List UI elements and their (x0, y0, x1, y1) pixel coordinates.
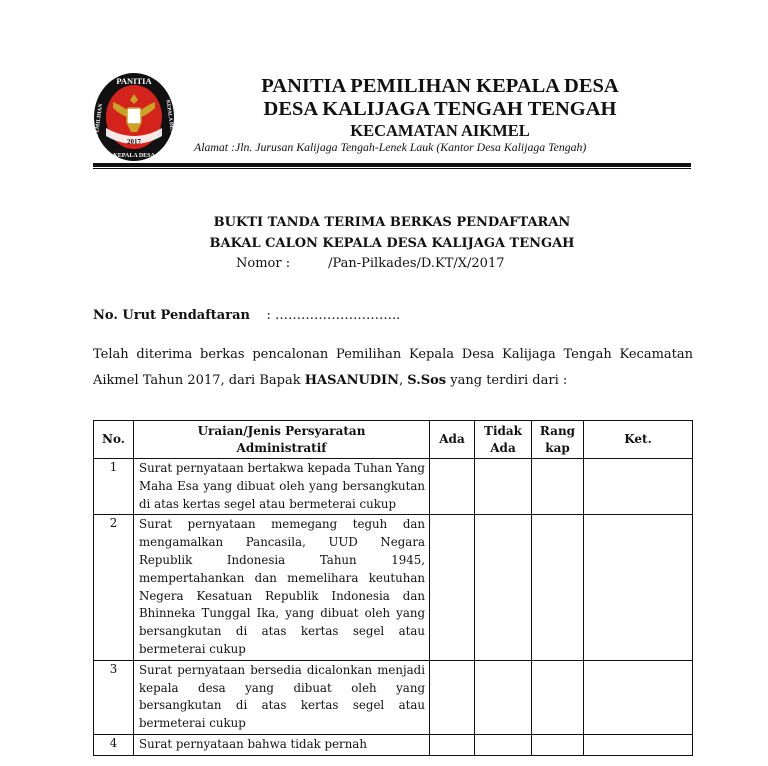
col-header-rangkap-line2: kap (545, 440, 570, 455)
header-address: Alamat :Jln. Jurusan Kalijaga Tengah-Lenek Lauk (Kantor Desa Kalijaga Tengah) (194, 140, 587, 154)
logo-top-text: PANITIA (116, 76, 152, 86)
row-desc: Surat pernyataan bertakwa kepada Tuhan Yang Maha Esa yang dibuat oleh yang bersangkutan di atas kertas segel atau bermeterai cukup (134, 459, 430, 515)
logo-left-text: PEMILIHAN (93, 103, 105, 137)
table-row (94, 660, 693, 734)
row-no: 1 (94, 459, 134, 515)
doc-title-2: BAKAL CALON KEPALA DESA KALIJAGA TENGAH (209, 236, 575, 251)
row-no: 3 (94, 660, 134, 734)
para-text-after: yang terdiri dari : (446, 373, 568, 388)
row-tidak-ada (475, 459, 532, 515)
col-header-rangkap-line1: Rang (539, 423, 576, 438)
col-header-uraian-line1: Uraian/Jenis Persyaratan (197, 423, 366, 438)
requirements-table (93, 420, 693, 756)
col-header-rangkap (532, 421, 584, 459)
receipt-paragraph (93, 342, 693, 394)
table-header-row (94, 421, 693, 459)
table-row (94, 515, 693, 660)
row-ada (430, 459, 475, 515)
row-tidak-ada (475, 515, 532, 660)
table-row (94, 459, 693, 515)
row-ket (584, 515, 693, 660)
registration-number-value: : ……………………….. (266, 308, 401, 323)
candidate-name: HASANUDIN (304, 373, 400, 388)
doc-number (236, 256, 504, 271)
header-committee-title: PANITIA PEMILIHAN KEPALA DESA (261, 75, 619, 97)
header-village-title: DESA KALIJAGA TENGAH TENGAH (263, 98, 617, 120)
col-header-uraian (134, 421, 430, 459)
header-district: KECAMATAN AIKMEL (350, 121, 530, 140)
row-desc: Surat pernyataan bersedia dicalonkan menjadi kepala desa yang dibuat oleh yang bersangkutan di atas kertas segel atau bermeterai cukup (134, 660, 430, 734)
row-ket (584, 734, 693, 755)
col-header-uraian-line2: Administratif (236, 440, 327, 455)
col-header-ket: Ket. (584, 421, 693, 459)
row-ada (430, 734, 475, 755)
logo-bottom-text: KEPALA DESA (113, 153, 155, 159)
logo-right-text: KEPALA DESA (164, 99, 175, 137)
row-rangkap (532, 515, 584, 660)
row-tidak-ada (475, 734, 532, 755)
candidate-degree: S.Sos (407, 373, 447, 388)
col-header-tidak-ada (475, 421, 532, 459)
doc-title-1: BUKTI TANDA TERIMA BERKAS PENDAFTARAN (213, 215, 571, 230)
header-thick-rule (93, 163, 691, 167)
para-text-before: Telah diterima berkas pencalonan Pemilihan Kepala Desa Kalijaga Tengah Kecamatan Aikmel Tahun 2017, dari Bapak (93, 347, 693, 388)
row-no: 4 (94, 734, 134, 755)
registration-number-label: No. Urut Pendaftaran (93, 308, 250, 323)
doc-number-label: Nomor : (236, 256, 291, 271)
row-rangkap (532, 660, 584, 734)
row-ada (430, 660, 475, 734)
row-rangkap (532, 459, 584, 515)
row-rangkap (532, 734, 584, 755)
col-header-tidak-line2: Ada (490, 440, 516, 455)
col-header-no: No. (94, 421, 134, 459)
row-desc: Surat pernyataan memegang teguh dan mengamalkan Pancasila, UUD Negara Republik Indonesia Tahun 1945, mempertahankan dan memelihara keutuhan Negera Kesatuan Republik Indonesia dan Bhinneka Tunggal Ika, yang dibuat oleh yang bersangkutan di atas kertas segel atau bermeterai cukup (134, 515, 430, 660)
col-header-ada: Ada (430, 421, 475, 459)
col-header-tidak-line1: Tidak (484, 423, 522, 438)
row-tidak-ada (475, 660, 532, 734)
row-ket (584, 660, 693, 734)
table-row (94, 734, 693, 755)
logo-year: 2017 (127, 138, 141, 146)
row-desc: Surat pernyataan bahwa tidak pernah (134, 734, 430, 755)
row-no: 2 (94, 515, 134, 660)
row-ada (430, 515, 475, 660)
doc-number-value: /Pan-Pilkades/D.KT/X/2017 (328, 256, 505, 271)
kpu-panitia-logo (93, 72, 175, 162)
header-thin-rule (93, 168, 691, 169)
registration-number (93, 308, 400, 323)
para-comma: , (399, 373, 408, 388)
row-ket (584, 459, 693, 515)
